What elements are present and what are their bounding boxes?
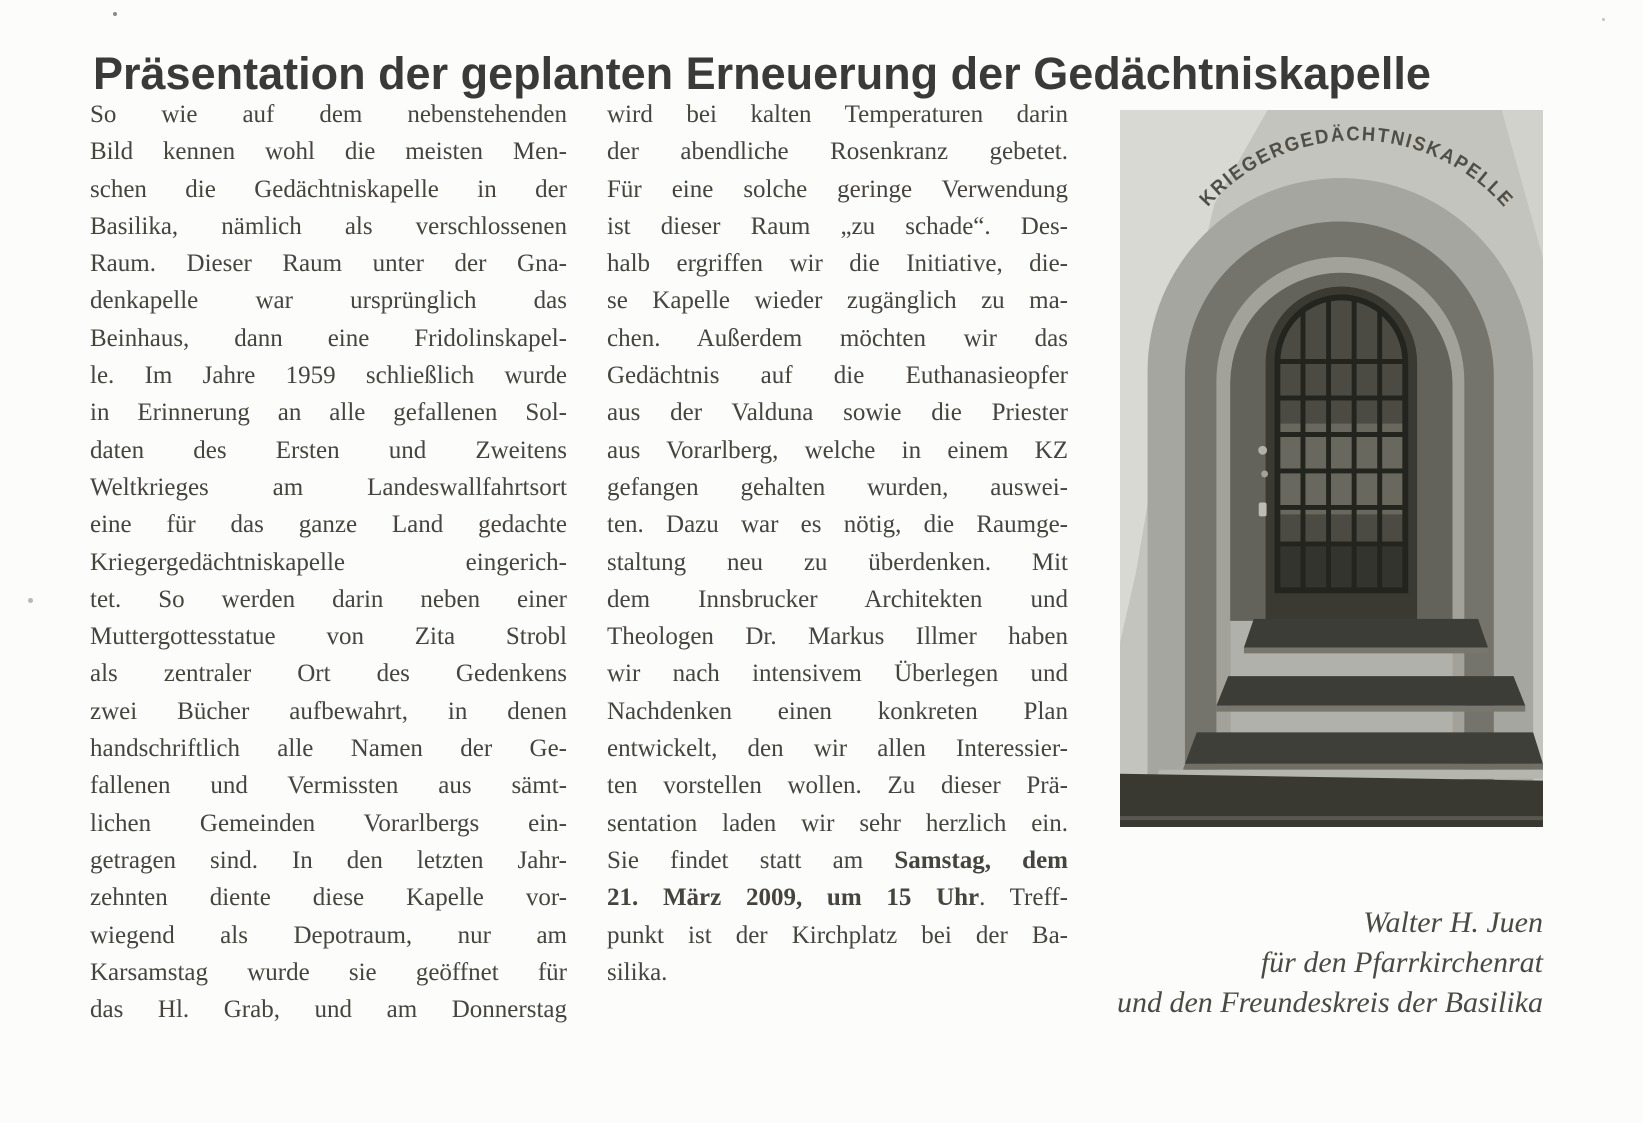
text-line: Raum. Dieser Raum unter der Gna- [90, 250, 567, 278]
text-line: daten des Ersten und Zweitens [90, 436, 567, 464]
text-line: wir nach intensivem Überlegen und [607, 660, 1068, 688]
text-line: chen. Außerdem möchten wir das [607, 324, 1068, 352]
text-line: So wie auf dem nebenstehenden [90, 101, 567, 128]
text-line: le. Im Jahre 1959 schließlich wurde [90, 362, 567, 390]
step-tread-3 [1185, 732, 1543, 764]
signature-role-2: und den Freundeskreis der Basilika [1116, 986, 1543, 1019]
arch-inscription-text: KRIEGERGEDÄCHTNISKAPELLE [1195, 123, 1519, 213]
text-line: das Hl. Grab, und am Donnerstag [90, 996, 567, 1024]
text-line: wiegend als Depotraum, nur am [90, 921, 567, 949]
step-edge-1 [1244, 648, 1488, 654]
door-handle [1258, 446, 1267, 455]
text-line: tet. So werden darin neben einer [90, 585, 567, 613]
text-line: als zentraler Ort des Gedenkens [90, 660, 567, 688]
text-line: se Kapelle wieder zugänglich zu ma- [607, 287, 1068, 315]
text-line: Nachdenken einen konkreten Plan [607, 697, 1068, 725]
text-line: ten vorstellen wollen. Zu dieser Prä- [607, 772, 1068, 800]
text-line: Gedächtnis auf die Euthanasieopfer [607, 362, 1068, 390]
text-line: halb ergriffen wir die Initiative, die- [607, 250, 1068, 278]
text-line: wird bei kalten Temperaturen darin [607, 101, 1068, 128]
text-line: getragen sind. In den letzten Jahr- [90, 846, 567, 874]
text-line: schen die Gedächtniskapelle in der [90, 175, 567, 203]
text-line: silika. [607, 958, 668, 986]
text-line: sentation laden wir sehr herzlich ein. [607, 809, 1068, 837]
text-line: eine für das ganze Land gedachte [90, 511, 567, 539]
text-line: dem Innsbrucker Architekten und [607, 585, 1068, 613]
door-lock [1261, 470, 1268, 477]
text-line: Beinhaus, dann eine Fridolinskapel- [90, 324, 567, 352]
text-line: 21. März 2009, um 15 Uhr. Treff- [607, 884, 1068, 912]
text-line: Muttergottesstatue von Zita Strobl [90, 623, 567, 651]
text-line: lichen Gemeinden Vorarlbergs ein- [90, 809, 567, 837]
text-line: entwickelt, den wir allen Interessier- [607, 735, 1068, 763]
text-line: gefangen gehalten wurden, auswei- [607, 473, 1068, 501]
text-line: der abendliche Rosenkranz gebetet. [607, 138, 1068, 166]
text-line: Basilika, nämlich als verschlossenen [90, 212, 567, 240]
text-column-left [90, 96, 567, 1028]
text-line: in Erinnerung an alle gefallenen Sol- [90, 399, 567, 427]
signature-block [943, 903, 1543, 1023]
text-line: zwei Bücher aufbewahrt, in denen [90, 697, 567, 725]
scan-speck [113, 12, 117, 16]
text-line: Sie findet statt am Samstag, dem [607, 846, 1068, 874]
chapel-photo [1120, 110, 1543, 827]
photo-bottom-band-highlight [1120, 816, 1543, 820]
step-tread-2 [1216, 676, 1525, 706]
text-line: ist dieser Raum „zu schade“. Des- [607, 212, 1068, 240]
text-line: Für eine solche geringe Verwendung [607, 175, 1068, 203]
text-line: Bild kennen wohl die meisten Men- [90, 138, 567, 166]
text-line: fallenen und Vermissten aus sämt- [90, 772, 567, 800]
text-line: punkt ist der Kirchplatz bei der Ba- [607, 921, 1068, 949]
text-line: Kriegergedächtniskapelle eingerich- [90, 548, 567, 576]
text-line: ten. Dazu war es nötig, die Raumge- [607, 511, 1068, 539]
step-edge-3 [1183, 764, 1543, 770]
step-edge-2 [1216, 706, 1525, 712]
scan-speck [28, 598, 33, 603]
text-line: aus der Valduna sowie die Priester [607, 399, 1068, 427]
signature-role-1: für den Pfarrkirchenrat [1260, 946, 1543, 979]
text-line: Theologen Dr. Markus Illmer haben [607, 623, 1068, 651]
door-window-grid [1277, 295, 1405, 590]
scan-speck [1602, 18, 1605, 21]
text-line: Weltkrieges am Landeswallfahrtsort [90, 473, 567, 501]
signature-author: Walter H. Juen [1363, 906, 1543, 939]
text-line: zehnten diente diese Kapelle vor- [90, 884, 567, 912]
text-line: handschriftlich alle Namen der Ge- [90, 735, 567, 763]
text-line: Karsamstag wurde sie geöffnet für [90, 958, 567, 986]
text-column-middle [607, 96, 1068, 991]
text-line: aus Vorarlberg, welche in einem KZ [607, 436, 1068, 464]
text-line: denkapelle war ursprünglich das [90, 287, 567, 315]
door-plate [1259, 503, 1267, 517]
text-line: staltung neu zu überdenken. Mit [607, 548, 1068, 576]
step-tread-1 [1244, 619, 1488, 648]
article-title: Präsentation der geplanten Erneuerung der Gedächtniskapelle [93, 48, 1431, 100]
